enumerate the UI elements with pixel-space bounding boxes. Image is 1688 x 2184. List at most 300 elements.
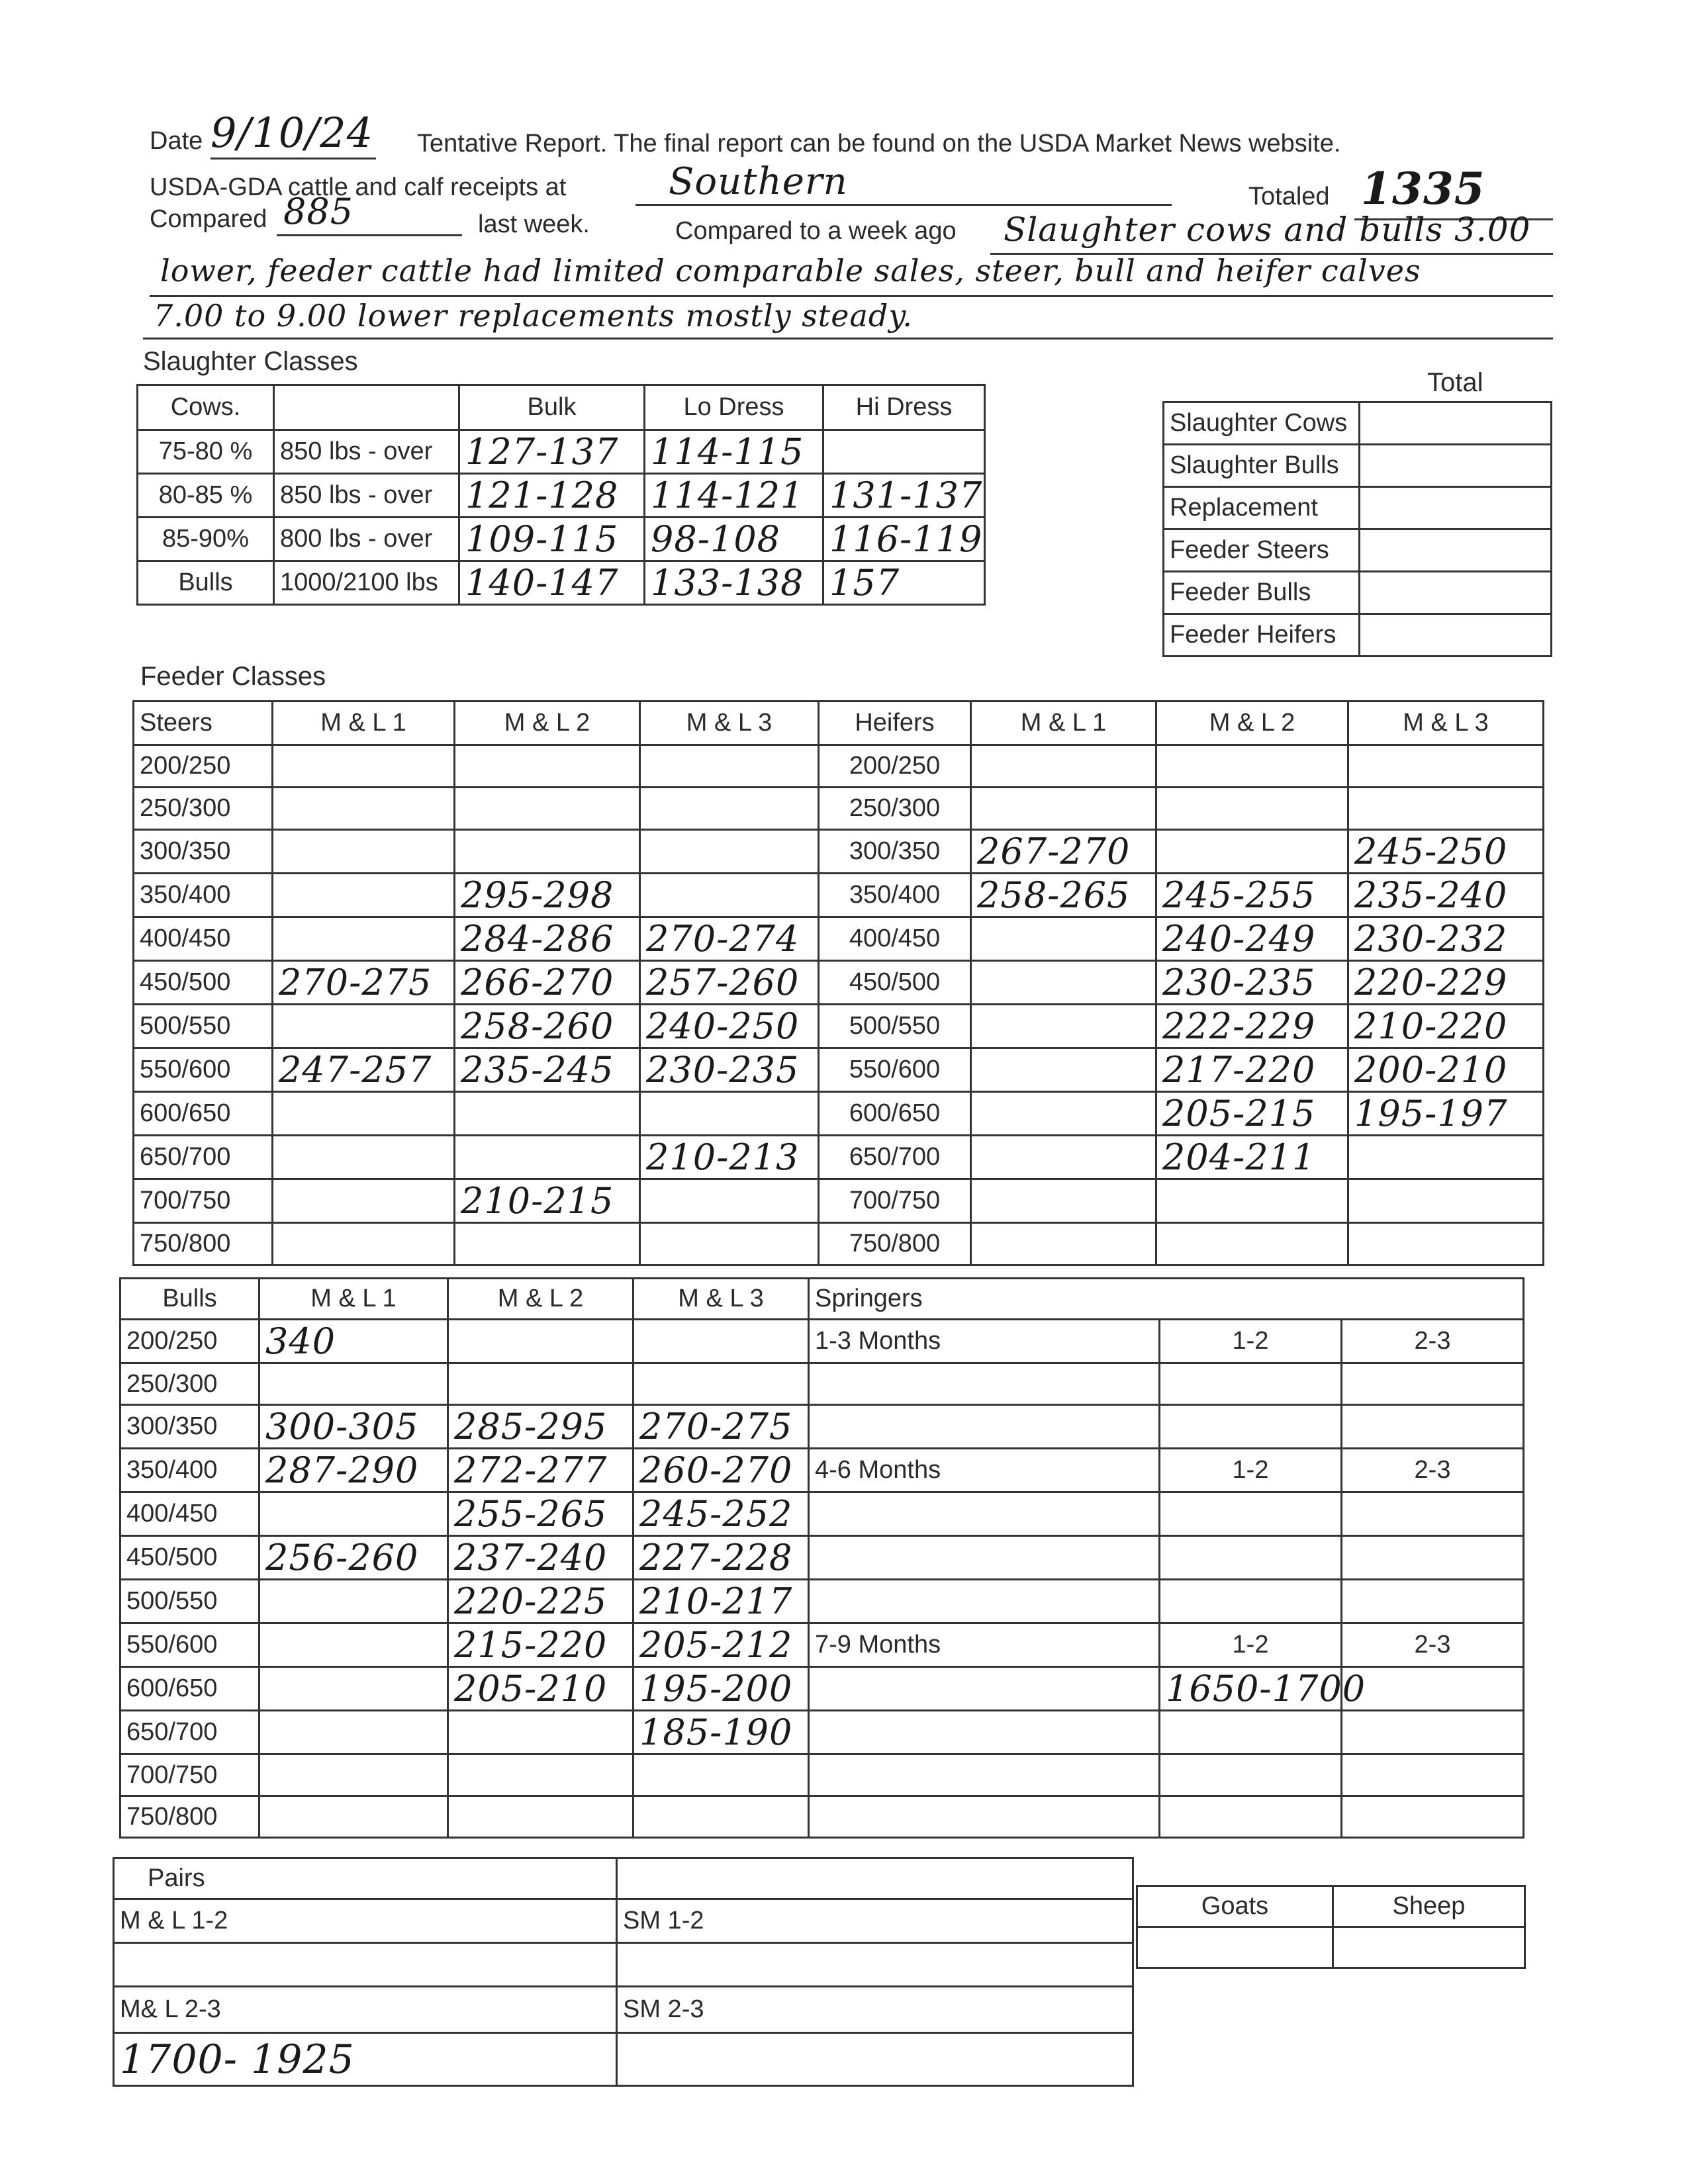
heifer-ml2-value: 230-235 (1162, 962, 1316, 1003)
heifer-ml2-cell[interactable] (1156, 961, 1348, 1005)
bull-ml2-cell[interactable] (448, 1580, 633, 1623)
lo-dress-cell[interactable] (645, 518, 823, 561)
steer-ml2-value: 266-270 (461, 962, 614, 1003)
bull-ml1-cell[interactable] (259, 1796, 448, 1838)
springer-grade-1: 1-2 (1160, 1320, 1342, 1363)
date-label: Date (150, 127, 203, 155)
steer-ml3-cell[interactable] (640, 874, 819, 917)
bull-row (120, 1449, 1524, 1492)
steer-ml3-cell[interactable] (640, 1223, 819, 1265)
bull-ml1-cell[interactable] (259, 1754, 448, 1796)
bull-ml3-cell[interactable] (633, 1623, 809, 1667)
heifer-ml2-cell[interactable] (1156, 1048, 1348, 1092)
bulk-value: 121-128 (465, 475, 619, 516)
steer-ml3-cell[interactable] (640, 961, 819, 1005)
springer-blank[interactable] (1342, 1711, 1524, 1754)
bull-ml3-value: 270-275 (639, 1406, 793, 1447)
steer-ml1-cell[interactable] (273, 1223, 455, 1265)
bull-ml3-value: 245-252 (639, 1493, 793, 1535)
steer-ml3-value: 210-213 (646, 1136, 800, 1178)
comment-text-1: Slaughter cows and bulls 3.00 (1004, 210, 1531, 249)
heifer-ml1-value: 258-265 (977, 874, 1131, 916)
bull-weight: 200/250 (120, 1320, 259, 1363)
heifer-ml1-cell[interactable] (971, 961, 1156, 1005)
totaled-value: 1335 (1361, 163, 1485, 214)
steers-header: Steers (134, 702, 273, 745)
springer-blank (809, 1492, 1160, 1536)
bull-ml2-value: 255-265 (454, 1493, 608, 1535)
hi-dress-value: 157 (829, 562, 900, 604)
pairs-table (113, 1857, 1134, 2087)
steer-ml1-cell[interactable] (273, 1179, 455, 1223)
heifer-ml1-cell[interactable] (971, 830, 1156, 874)
heifer-ml1-cell[interactable] (971, 1136, 1156, 1179)
total-value-cell[interactable] (1360, 572, 1552, 614)
bull-ml3-cell[interactable] (633, 1449, 809, 1492)
heifer-ml3-cell[interactable] (1348, 1136, 1544, 1179)
bull-ml1-cell[interactable] (259, 1711, 448, 1754)
bull-row (120, 1405, 1524, 1449)
springer-blank[interactable] (1342, 1754, 1524, 1796)
heifer-ml2-cell[interactable] (1156, 788, 1348, 830)
springer-grade-2: 2-3 (1342, 1449, 1524, 1492)
grade-cell: 85-90% (138, 518, 274, 561)
steer-ml2-cell[interactable] (455, 1179, 640, 1223)
steer-ml2-cell[interactable] (455, 1136, 640, 1179)
springer-grade-2-cell[interactable] (1342, 1667, 1524, 1711)
heifer-ml3-cell[interactable] (1348, 1179, 1544, 1223)
heifer-ml3-value: 195-197 (1354, 1093, 1508, 1134)
springer-blank[interactable] (1160, 1796, 1342, 1838)
springer-grade-1-value: 1650-1700 (1166, 1668, 1366, 1709)
heifer-ml3-value: 210-220 (1354, 1005, 1508, 1047)
springer-grade-2-cell[interactable] (1342, 1492, 1524, 1536)
total-value-cell[interactable] (1360, 529, 1552, 572)
weight-cell: 850 lbs - over (274, 474, 459, 518)
lo-dress-cell[interactable] (645, 474, 823, 518)
goats-header: Goats (1137, 1886, 1333, 1927)
heifer-ml2-cell[interactable] (1156, 1179, 1348, 1223)
heifers-header: Heifers (819, 702, 971, 745)
bull-ml1-cell[interactable] (259, 1363, 448, 1405)
springer-blank[interactable] (1160, 1405, 1342, 1449)
springer-blank[interactable] (1342, 1405, 1524, 1449)
springer-grade-1-cell[interactable] (1160, 1492, 1342, 1536)
steer-ml1-cell[interactable] (273, 745, 455, 788)
heifer-ml1-cell[interactable] (971, 1092, 1156, 1136)
pairs-sm12-label: SM 1-2 (617, 1899, 1133, 1943)
heifer-weight: 450/500 (819, 961, 971, 1005)
hi-dress-cell[interactable] (823, 430, 985, 474)
bulk-cell[interactable] (459, 474, 645, 518)
steer-ml3-cell[interactable] (640, 1092, 819, 1136)
springer-blank (809, 1667, 1160, 1711)
springer-blank[interactable] (809, 1536, 1160, 1580)
lo-dress-value: 114-115 (651, 431, 804, 473)
bull-ml2-cell[interactable] (448, 1320, 633, 1363)
bull-ml2-header: M & L 2 (448, 1279, 633, 1320)
bull-ml3-cell[interactable] (633, 1320, 809, 1363)
springer-blank[interactable] (809, 1754, 1160, 1796)
pairs-sm12-cell[interactable] (617, 1943, 1133, 1987)
bull-ml2-value: 272-277 (454, 1449, 608, 1491)
springer-blank[interactable] (1342, 1796, 1524, 1838)
springer-grade-1-cell[interactable] (1160, 1363, 1342, 1405)
bull-ml1-cell[interactable] (259, 1449, 448, 1492)
bull-weight: 550/600 (120, 1623, 259, 1667)
steer-weight: 750/800 (134, 1223, 273, 1265)
comment-line-3[interactable] (143, 296, 1553, 340)
springer-blank[interactable] (809, 1796, 1160, 1838)
steer-ml2-cell[interactable] (455, 745, 640, 788)
bull-ml2-value: 285-295 (454, 1406, 608, 1447)
springer-blank[interactable] (1160, 1580, 1342, 1623)
steer-ml2-cell[interactable] (455, 788, 640, 830)
steer-ml3-cell[interactable] (640, 830, 819, 874)
heifer-ml2-cell[interactable] (1156, 1092, 1348, 1136)
steer-ml1-header: M & L 1 (273, 702, 455, 745)
heifer-ml2-cell[interactable] (1156, 745, 1348, 788)
feeder-row (134, 830, 1544, 874)
steer-ml3-cell[interactable] (640, 745, 819, 788)
bull-ml1-cell[interactable] (259, 1492, 448, 1536)
springer-grade-1-cell[interactable] (1160, 1667, 1366, 1711)
bull-weight: 500/550 (120, 1580, 259, 1623)
bull-row (120, 1320, 1524, 1363)
steer-ml3-value: 270-274 (646, 918, 800, 960)
feeder-table (132, 700, 1544, 1266)
steer-ml2-cell[interactable] (455, 961, 640, 1005)
springer-period: 7-9 Months (809, 1623, 1160, 1667)
steer-ml2-cell[interactable] (455, 1005, 640, 1048)
sheep-cell[interactable] (1333, 1927, 1525, 1968)
pairs-sm23-label: SM 2-3 (617, 1987, 1133, 2033)
feeder-row (134, 961, 1544, 1005)
feeder-row (134, 1136, 1544, 1179)
springers-header: Springers (809, 1279, 1524, 1320)
heifer-weight: 600/650 (819, 1092, 971, 1136)
heifer-ml2-cell[interactable] (1156, 917, 1348, 961)
bull-ml3-value: 205-212 (639, 1624, 793, 1666)
total-label: Slaughter Bulls (1164, 445, 1360, 487)
heifer-ml1-header: M & L 1 (971, 702, 1156, 745)
steer-ml2-header: M & L 2 (455, 702, 640, 745)
steer-ml3-value: 240-250 (646, 1005, 800, 1047)
springer-blank[interactable] (1160, 1754, 1342, 1796)
steer-ml3-cell[interactable] (640, 788, 819, 830)
bull-weight: 450/500 (120, 1536, 259, 1580)
steer-ml3-cell[interactable] (640, 917, 819, 961)
weight-cell: 850 lbs - over (274, 430, 459, 474)
bull-ml3-cell[interactable] (633, 1580, 809, 1623)
market-field[interactable] (635, 160, 1172, 206)
bull-ml1-cell[interactable] (259, 1667, 448, 1711)
heifer-ml3-cell[interactable] (1348, 1048, 1544, 1092)
bull-weight: 650/700 (120, 1711, 259, 1754)
steer-ml1-cell[interactable] (273, 1005, 455, 1048)
hi-dress-header: Hi Dress (823, 385, 985, 430)
bull-ml1-cell[interactable] (259, 1536, 448, 1580)
bull-weight: 300/350 (120, 1405, 259, 1449)
compared-value: 885 (283, 191, 354, 232)
bulk-value: 127-137 (465, 431, 619, 473)
grade-cell: Bulls (138, 561, 274, 605)
weight-header (274, 385, 459, 430)
steer-ml3-cell[interactable] (640, 1048, 819, 1092)
springer-blank[interactable] (1342, 1536, 1524, 1580)
steer-ml2-cell[interactable] (455, 830, 640, 874)
bull-ml2-cell[interactable] (448, 1667, 633, 1711)
steer-ml1-value: 247-257 (279, 1049, 432, 1091)
bull-row (120, 1363, 1524, 1405)
grade-cell: 80-85 % (138, 474, 274, 518)
hi-dress-cell[interactable] (823, 561, 985, 605)
bull-ml1-cell[interactable] (259, 1623, 448, 1667)
week-ago-label: Compared to a week ago (675, 217, 957, 245)
heifer-ml3-cell[interactable] (1348, 1092, 1544, 1136)
bull-ml2-cell[interactable] (448, 1405, 633, 1449)
springer-blank[interactable] (809, 1580, 1160, 1623)
hi-dress-cell[interactable] (823, 474, 985, 518)
heifer-ml1-cell[interactable] (971, 1179, 1156, 1223)
bulk-cell[interactable] (459, 518, 645, 561)
springer-grade-2-cell[interactable] (1342, 1363, 1524, 1405)
steer-ml2-cell[interactable] (455, 1048, 640, 1092)
total-label: Replacement (1164, 487, 1360, 529)
heifer-weight: 400/450 (819, 917, 971, 961)
bull-ml1-header: M & L 1 (259, 1279, 448, 1320)
bull-row (120, 1623, 1524, 1667)
bull-ml3-cell[interactable] (633, 1363, 809, 1405)
bull-ml2-cell[interactable] (448, 1796, 633, 1838)
bull-ml3-value: 210-217 (639, 1580, 793, 1622)
heifer-ml1-value: 267-270 (977, 831, 1131, 872)
heifer-ml1-cell[interactable] (971, 1005, 1156, 1048)
heifer-ml1-cell[interactable] (971, 788, 1156, 830)
bull-ml3-cell[interactable] (633, 1796, 809, 1838)
total-value-cell[interactable] (1360, 445, 1552, 487)
steer-ml1-cell[interactable] (273, 874, 455, 917)
bull-row (120, 1667, 1524, 1711)
bull-ml1-cell[interactable] (259, 1320, 448, 1363)
heifer-ml3-cell[interactable] (1348, 745, 1544, 788)
lo-dress-value: 98-108 (651, 518, 781, 560)
weight-cell: 800 lbs - over (274, 518, 459, 561)
goats-sheep-table (1136, 1885, 1526, 1969)
bulk-header: Bulk (459, 385, 645, 430)
hi-dress-value: 131-137 (829, 475, 983, 516)
steer-ml2-cell[interactable] (455, 1223, 640, 1265)
springer-grade-2: 2-3 (1342, 1623, 1524, 1667)
heifer-ml2-value: 217-220 (1162, 1049, 1316, 1091)
steer-ml1-cell[interactable] (273, 961, 455, 1005)
steer-ml2-value: 210-215 (461, 1180, 614, 1222)
bulk-value: 140-147 (465, 562, 619, 604)
bull-ml3-cell[interactable] (633, 1754, 809, 1796)
bull-ml2-value: 220-225 (454, 1580, 608, 1622)
steer-ml1-cell[interactable] (273, 830, 455, 874)
bull-ml3-cell[interactable] (633, 1492, 809, 1536)
heifer-weight: 750/800 (819, 1223, 971, 1265)
heifer-weight: 650/700 (819, 1136, 971, 1179)
heifer-ml2-cell[interactable] (1156, 874, 1348, 917)
heifer-ml1-cell[interactable] (971, 1223, 1156, 1265)
heifer-ml3-value: 245-250 (1354, 831, 1508, 872)
springer-blank[interactable] (1160, 1536, 1342, 1580)
comment-text-2: lower, feeder cattle had limited comparable sales, steer, bull and heifer calves (160, 253, 1421, 289)
steer-ml3-header: M & L 3 (640, 702, 819, 745)
bull-ml3-header: M & L 3 (633, 1279, 809, 1320)
heifer-ml3-header: M & L 3 (1348, 702, 1544, 745)
heifer-ml3-cell[interactable] (1348, 1223, 1544, 1265)
bull-ml3-cell[interactable] (633, 1536, 809, 1580)
steer-ml1-cell[interactable] (273, 1092, 455, 1136)
springer-grade-1: 1-2 (1160, 1623, 1342, 1667)
steer-ml3-value: 257-260 (646, 962, 800, 1003)
lo-dress-header: Lo Dress (645, 385, 823, 430)
springer-blank[interactable] (809, 1711, 1160, 1754)
heifer-ml3-cell[interactable] (1348, 874, 1544, 917)
bull-ml3-value: 260-270 (639, 1449, 793, 1491)
lo-dress-cell[interactable] (645, 561, 823, 605)
heifer-ml2-value: 205-215 (1162, 1093, 1316, 1134)
bull-row (120, 1492, 1524, 1536)
feeder-row (134, 1005, 1544, 1048)
bull-ml2-cell[interactable] (448, 1754, 633, 1796)
bull-ml2-cell[interactable] (448, 1492, 633, 1536)
total-label: Slaughter Cows (1164, 402, 1360, 445)
heifer-ml2-header: M & L 2 (1156, 702, 1348, 745)
heifer-ml3-cell[interactable] (1348, 917, 1544, 961)
heifer-ml3-cell[interactable] (1348, 788, 1544, 830)
heifer-ml2-cell[interactable] (1156, 1223, 1348, 1265)
steer-ml3-cell[interactable] (640, 1136, 819, 1179)
steer-ml1-cell[interactable] (273, 917, 455, 961)
heifer-weight: 700/750 (819, 1179, 971, 1223)
slaughter-title: Slaughter Classes (143, 347, 358, 376)
bull-ml2-cell[interactable] (448, 1711, 633, 1754)
heifer-ml3-value: 200-210 (1354, 1049, 1508, 1091)
comment-line-2[interactable] (150, 254, 1553, 297)
heifer-ml3-cell[interactable] (1348, 961, 1544, 1005)
steer-ml1-cell[interactable] (273, 1136, 455, 1179)
bull-ml1-value: 300-305 (265, 1406, 419, 1447)
total-label: Feeder Bulls (1164, 572, 1360, 614)
pairs-sm23-cell[interactable] (617, 2033, 1133, 2086)
market-name: Southern (669, 160, 848, 203)
heifer-ml2-value: 204-211 (1162, 1136, 1316, 1178)
heifer-ml1-cell[interactable] (971, 917, 1156, 961)
heifer-ml2-cell[interactable] (1156, 1136, 1348, 1179)
springer-period: 1-3 Months (809, 1320, 1160, 1363)
springer-period: 4-6 Months (809, 1449, 1160, 1492)
bull-ml1-value: 340 (265, 1320, 336, 1362)
hi-dress-cell[interactable] (823, 518, 985, 561)
bull-ml2-cell[interactable] (448, 1623, 633, 1667)
bulk-cell[interactable] (459, 430, 645, 474)
total-value-cell[interactable] (1360, 487, 1552, 529)
steer-ml1-cell[interactable] (273, 788, 455, 830)
steer-ml2-value: 295-298 (461, 874, 614, 916)
bull-ml2-cell[interactable] (448, 1449, 633, 1492)
heifer-ml2-cell[interactable] (1156, 1005, 1348, 1048)
total-value-cell[interactable] (1360, 402, 1552, 445)
heifer-ml3-cell[interactable] (1348, 830, 1544, 874)
bull-ml1-cell[interactable] (259, 1405, 448, 1449)
steer-ml2-cell[interactable] (455, 1092, 640, 1136)
steer-ml2-cell[interactable] (455, 874, 640, 917)
lo-dress-cell[interactable] (645, 430, 823, 474)
totaled-label: Totaled (1248, 183, 1330, 210)
bull-ml3-value: 227-228 (639, 1537, 793, 1578)
bull-ml3-cell[interactable] (633, 1405, 809, 1449)
heifer-ml1-cell[interactable] (971, 874, 1156, 917)
bull-weight: 350/400 (120, 1449, 259, 1492)
bull-row (120, 1754, 1524, 1796)
bull-ml3-value: 195-200 (639, 1668, 793, 1709)
bull-ml1-cell[interactable] (259, 1580, 448, 1623)
pairs-ml23-label: M& L 2-3 (114, 1987, 617, 2033)
pairs-ml12-cell[interactable] (114, 1943, 617, 1987)
steer-weight: 200/250 (134, 745, 273, 788)
bull-ml1-value: 256-260 (265, 1537, 419, 1578)
bull-ml3-cell[interactable] (633, 1667, 809, 1711)
bull-ml2-cell[interactable] (448, 1536, 633, 1580)
bull-ml2-value: 215-220 (454, 1624, 608, 1666)
date-value: 9/10/24 (211, 109, 374, 157)
steer-weight: 350/400 (134, 874, 273, 917)
springer-blank[interactable] (1160, 1711, 1342, 1754)
heifer-ml2-cell[interactable] (1156, 830, 1348, 874)
springer-blank[interactable] (809, 1405, 1160, 1449)
comment-line-1[interactable] (990, 212, 1553, 255)
sheep-header: Sheep (1333, 1886, 1525, 1927)
heifer-weight: 350/400 (819, 874, 971, 917)
feeder-row (134, 1179, 1544, 1223)
pairs-ml23-cell[interactable] (114, 2033, 617, 2086)
bulls-header: Bulls (120, 1279, 259, 1320)
compared-field[interactable] (277, 191, 462, 236)
pairs-ml12-label: M & L 1-2 (114, 1899, 617, 1943)
steer-weight: 250/300 (134, 788, 273, 830)
heifer-ml3-value: 230-232 (1354, 918, 1508, 960)
goats-cell[interactable] (1137, 1927, 1333, 1968)
heifer-weight: 500/550 (819, 1005, 971, 1048)
bull-ml2-cell[interactable] (448, 1363, 633, 1405)
bull-weight: 600/650 (120, 1667, 259, 1711)
date-field[interactable] (211, 111, 376, 159)
steer-weight: 300/350 (134, 830, 273, 874)
steer-ml1-cell[interactable] (273, 1048, 455, 1092)
heifer-ml2-value: 222-229 (1162, 1005, 1316, 1047)
totals-title: Total (1427, 368, 1483, 397)
heifer-ml1-cell[interactable] (971, 1048, 1156, 1092)
heifer-ml1-cell[interactable] (971, 745, 1156, 788)
total-value-cell[interactable] (1360, 614, 1552, 657)
heifer-ml3-cell[interactable] (1348, 1005, 1544, 1048)
bulk-cell[interactable] (459, 561, 645, 605)
springer-blank[interactable] (1342, 1580, 1524, 1623)
bull-weight: 750/800 (120, 1796, 259, 1838)
steer-ml2-cell[interactable] (455, 917, 640, 961)
steer-ml2-value: 258-260 (461, 1005, 614, 1047)
steer-ml3-cell[interactable] (640, 1005, 819, 1048)
bull-row (120, 1796, 1524, 1838)
steer-weight: 400/450 (134, 917, 273, 961)
steer-weight: 700/750 (134, 1179, 273, 1223)
bull-ml3-cell[interactable] (633, 1711, 809, 1754)
steer-ml3-cell[interactable] (640, 1179, 819, 1223)
